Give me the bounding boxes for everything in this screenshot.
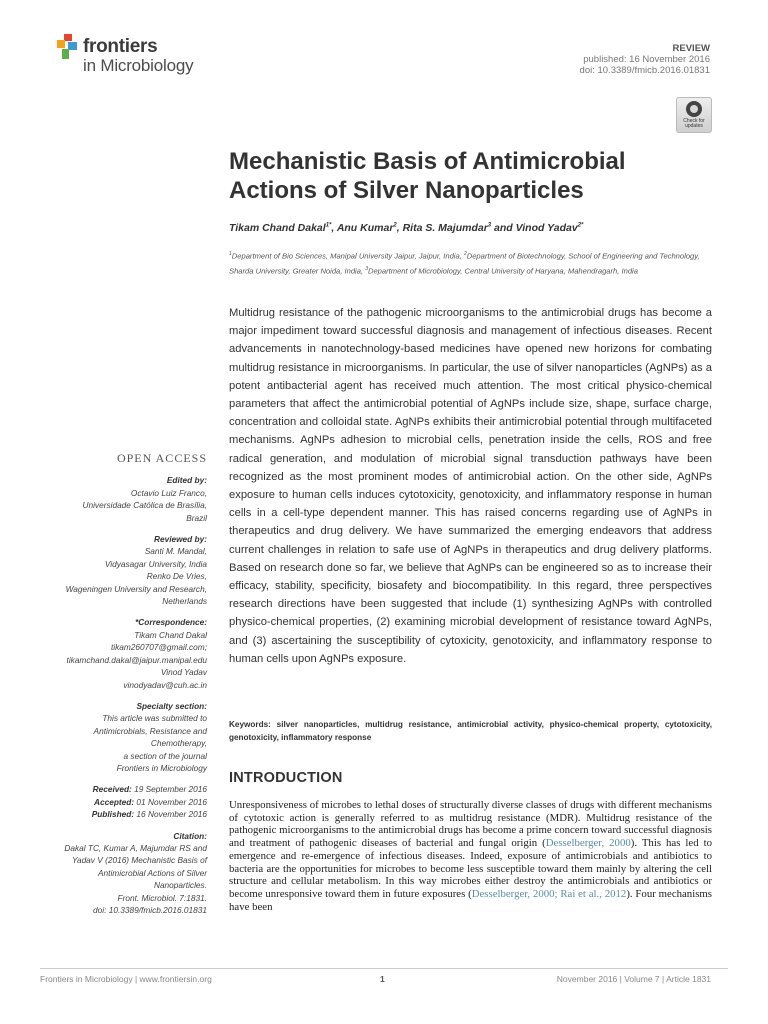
affiliation-text: Department of Biotechnology, School of Engineering and Technology, Sharda University, Greater Noida, India, [229, 251, 700, 276]
date-row [40, 783, 207, 795]
update-ring-icon [686, 101, 702, 117]
dates-section [40, 783, 207, 820]
sidebar-line: Renko De Vries, [146, 571, 207, 582]
body-text: Unresponsiveness of microbes to lethal doses of structurally diverse classes of drugs with different mechanisms of cytotoxic action is generally referred to as multidrug resistance (MDR). Multidrug resistance of the pathogenic microorganisms to the antimicrobial drugs has become a prime concern toward successful diagnosis and treatment of pathogenic diseases of bacterial and fungal origin ( [229, 799, 712, 850]
sidebar-line: Antimicrobials, Resistance and [93, 725, 207, 736]
citation-link[interactable]: Desselberger, 2000; Rai et al., 2012 [471, 887, 627, 900]
sidebar-line: Antimicrobial Actions of Silver [98, 867, 207, 878]
sidebar-line: This article was submitted to [102, 713, 207, 724]
affiliation-text: Department of Microbiology, Central University of Haryana, Mahendragarh, India [367, 266, 638, 276]
article-sidebar [40, 452, 207, 925]
abstract: Multidrug resistance of the pathogenic microorganisms to the antimicrobial drugs has become a major impediment toward successful diagnosis and management of infectious diseases. Recent advancements in nanotechnology-based medicines have opened new horizons for combating multidrug resistance in microorganisms. In particular, the use of silver nanoparticles (AgNPs) as a potent antibacterial agent has received much attention. The most critical physico-chemical parameters that affect the antimicrobial potential of AgNPs include size, shape, surface charge, concentration and colloidal state. AgNPs exhibits their antimicrobial potential through multifaceted mechanisms. AgNPs adhesion to microbial cells, penetration inside the cells, ROS and free radical generation, and modulation of microbial signal transduction pathways have been recognized as the most prominent modes of antimicrobial action. On the other side, AgNPs exposure to human cells induces cytotoxicity, genotoxicity, and inflammatory response in human cells in a cell-type dependent manner. This has raised concerns regarding use of AgNPs in therapeutics and drug delivery. We have summarized the emerging endeavors that address current challenges in relation to safe use of AgNPs in therapeutics and drug delivery platforms. Based on research done so far, we believe that AgNPs can be engineered so as to increase their efficacy, stability, specificity, biosafety and biocompatibility. In this regard, three perspectives research directions have been suggested that include (1) synthesizing AgNPs with controlled physico-chemical properties, (2) examining microbial development of resistance toward AgNPs, and (3) ascertaining the susceptibility of cytoxicity, genotoxicity, and inflammatory response to human cells upon AgNPs exposure. [229, 307, 712, 665]
article-doi[interactable]: doi: 10.3389/fmicb.2016.01831 [579, 65, 710, 76]
page-number: 1 [380, 974, 385, 984]
journal-logo[interactable] [57, 34, 217, 78]
article-type: REVIEW [672, 43, 710, 54]
citation-link[interactable]: Desselberger, 2000 [545, 837, 631, 850]
sidebar-line: Universidade Católica de Brasília, [82, 500, 207, 511]
correspondence-section [40, 616, 207, 690]
specialty-section [40, 700, 207, 774]
affiliation-mark: 2 [463, 251, 467, 257]
keywords-label: Keywords: [229, 720, 271, 729]
author-name[interactable]: Rita S. Majumdar [402, 222, 488, 234]
author-name[interactable]: Vinod Yadav [515, 222, 578, 234]
email-link[interactable]: vinodyadav@cuh.ac.in [123, 679, 207, 690]
author-affiliation-mark: 1* [325, 222, 332, 229]
footer-divider [40, 968, 728, 969]
article-meta [580, 43, 710, 76]
date-row [40, 796, 207, 808]
sidebar-line: a section of the journal [123, 750, 207, 761]
sidebar-line: Netherlands [162, 596, 207, 607]
footer-issue-info: November 2016 | Volume 7 | Article 1831 [556, 974, 711, 984]
date-label: Accepted: [94, 796, 135, 807]
sidebar-line: Octavio Luiz Franco, [130, 487, 207, 498]
keywords [229, 719, 712, 744]
sidebar-heading: *Correspondence: [135, 617, 207, 628]
sidebar-line: Santi M. Mandal, [144, 546, 207, 557]
badge-label: Check for [683, 118, 705, 124]
date-label: Published: [91, 809, 135, 820]
date-value: 19 September 2016 [131, 784, 207, 795]
sidebar-line: Frontiers in Microbiology [116, 762, 207, 773]
check-for-updates-button[interactable] [676, 97, 712, 133]
body-text: ). Four mechanisms have been [229, 887, 713, 913]
title-line: Actions of Silver Nanoparticles [229, 177, 584, 204]
sidebar-heading: Reviewed by: [153, 534, 207, 545]
author-name[interactable]: Tikam Chand Dakal [229, 222, 326, 234]
sidebar-line: Vidyasagar University, India [104, 558, 207, 569]
article-title [229, 147, 729, 205]
sidebar-heading: Edited by: [166, 475, 207, 486]
published-date: published: 16 November 2016 [583, 54, 710, 65]
body-text: ). This has led to emergence and re-emergence of infectious diseases. Indeed, exposure of antimicrobials and antibiotics to bacteria are the opportunities for microbes to become less susceptible toward them mainly by altering the cell structure and cellular metabolism. In this way microbes either destroy the antimicrobials and antibiotics or become unresponsive toward them in future exposures ( [229, 837, 712, 900]
footer-journal-link[interactable]: Frontiers in Microbiology | www.frontiersin.org [40, 974, 212, 984]
reviewed-by-section [40, 533, 207, 607]
affiliation-text: Department of Bio Sciences, Manipal University Jaipur, Jaipur, India, [231, 251, 464, 261]
date-label: Received: [92, 784, 132, 795]
date-value: 01 November 2016 [134, 796, 207, 807]
sidebar-line: Wageningen University and Research, [65, 583, 207, 594]
author-affiliation-mark: 2* [577, 222, 584, 229]
sidebar-line: Chemotherapy, [150, 738, 207, 749]
author-name[interactable]: Anu Kumar [336, 222, 394, 234]
sidebar-line: Tikam Chand Dakal [134, 629, 207, 640]
intro-paragraph [229, 799, 712, 913]
sidebar-heading: Citation: [173, 830, 207, 841]
author-affiliation-mark: 2 [393, 222, 397, 229]
sidebar-line: Nanoparticles. [153, 880, 207, 891]
sidebar-line: Dakal TC, Kumar A, Majumdar RS and [64, 842, 207, 853]
author-affiliation-mark: 3 [487, 222, 492, 229]
affiliations [229, 248, 714, 277]
author-list: Tikam Chand Dakal$^{1*}$, Anu Kumar$^2$, Rita S. Majumdar$^3$ and Vinod Yadav$^{2*}$ [229, 222, 584, 234]
frontiers-logo-icon [57, 34, 79, 60]
sidebar-line: Yadav V (2016) Mechanistic Basis of [72, 855, 207, 866]
date-row [40, 808, 207, 820]
edited-by-section [40, 474, 207, 524]
sidebar-line: Front. Microbiol. 7:1831. [117, 892, 207, 903]
title-line: Mechanistic Basis of Antimicrobial [229, 148, 626, 175]
section-heading: INTRODUCTION [229, 770, 343, 786]
open-access-label: OPEN ACCESS [116, 451, 207, 465]
sidebar-line: Brazil [186, 512, 207, 523]
journal-name: frontiers [83, 36, 158, 57]
email-link[interactable]: tikam260707@gmail.com; [110, 642, 207, 653]
keywords-text: silver nanoparticles, multidrug resistance, antimicrobial activity, physico-chemical property, cytotoxicity, genotoxicity, inflammatory response [229, 720, 712, 742]
journal-subtitle: in Microbiology [83, 56, 194, 75]
affiliation-mark: 1 [229, 251, 232, 257]
sidebar-line: Vinod Yadav [160, 667, 207, 678]
affiliation-mark: 3 [365, 265, 368, 272]
badge-label: updates [685, 123, 703, 129]
email-link[interactable]: tikamchand.dakal@jaipur.manipal.edu [66, 654, 207, 665]
sidebar-heading: Specialty section: [136, 700, 207, 711]
citation-doi-link[interactable]: doi: 10.3389/fmicb.2016.01831 [93, 905, 207, 915]
citation-section [40, 830, 207, 917]
date-value: 16 November 2016 [134, 809, 207, 820]
